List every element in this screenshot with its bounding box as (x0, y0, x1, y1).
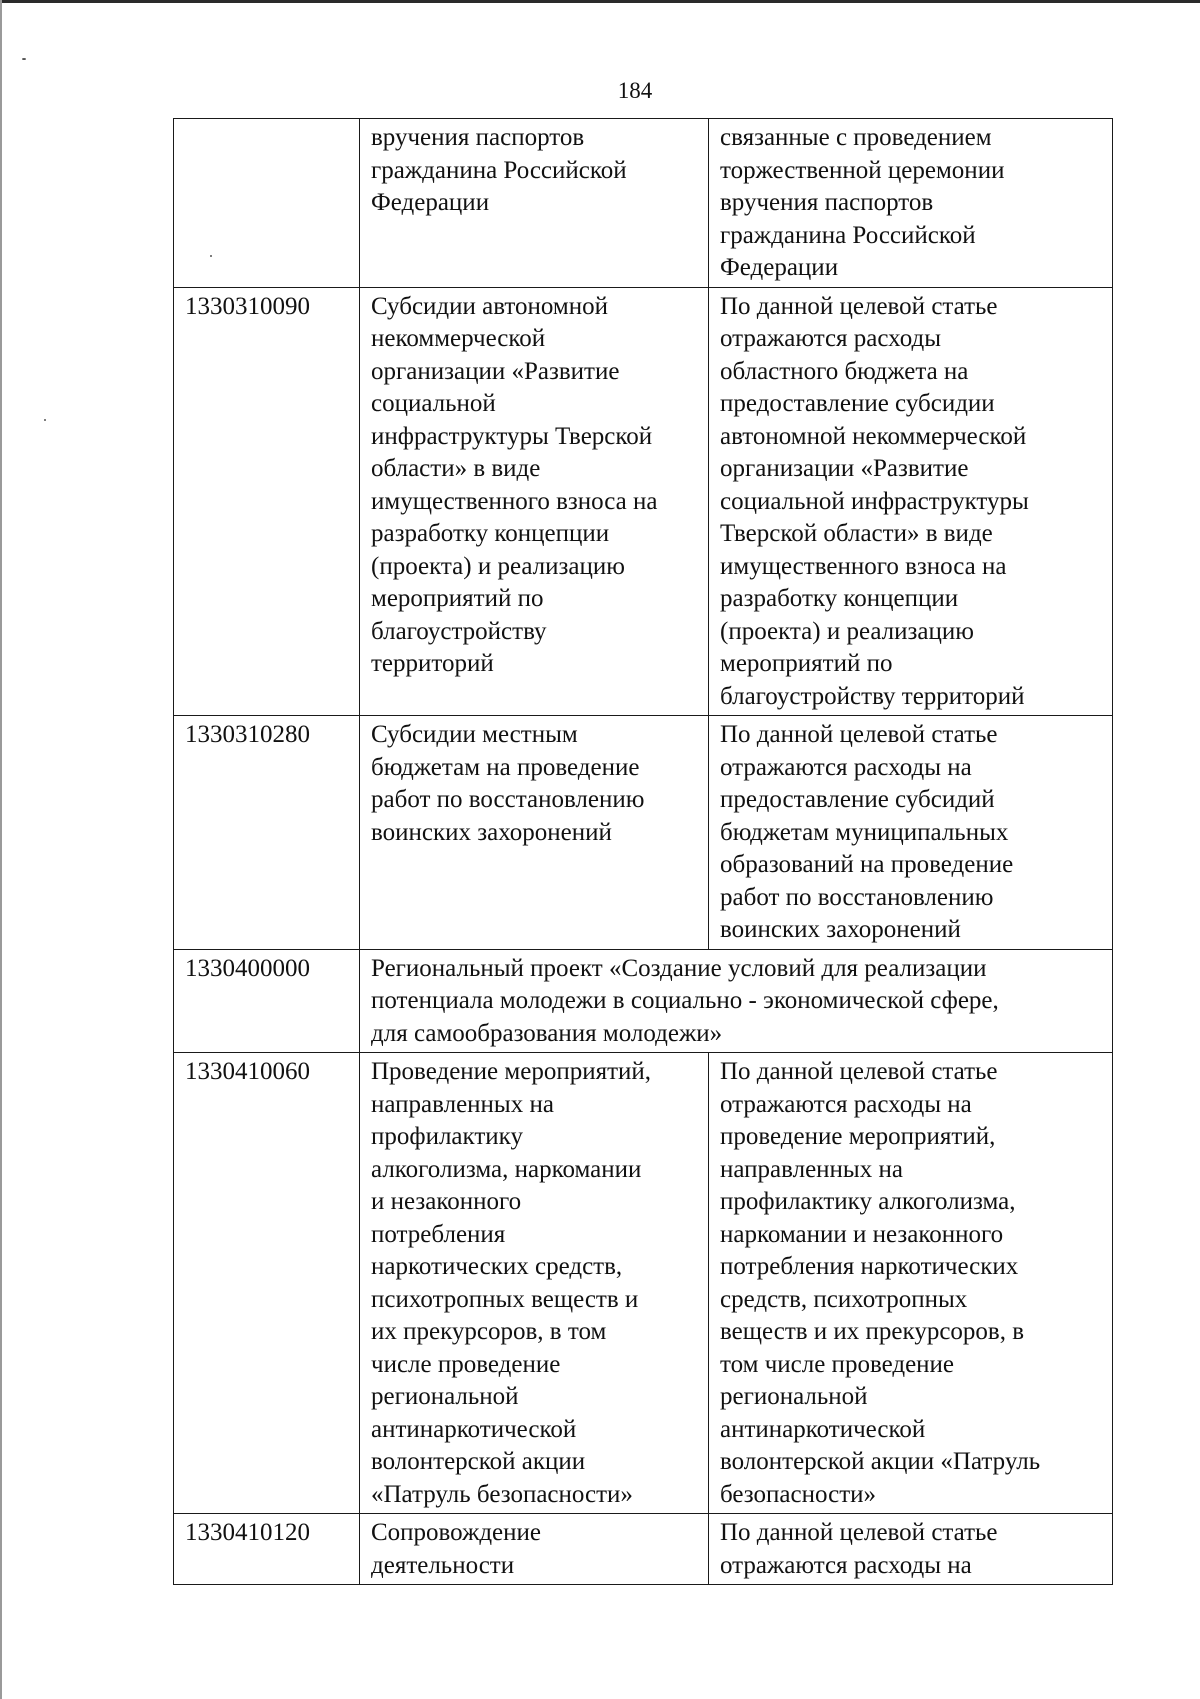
text-line: отражаются расходы на (720, 1090, 972, 1118)
text-line: воинских захоронений (371, 818, 612, 846)
table-row (174, 949, 1113, 1053)
scan-speck (22, 58, 26, 60)
text-line: региональной (720, 1383, 868, 1410)
table-row (174, 1514, 1113, 1585)
table-row (174, 716, 1113, 950)
text-line: антинаркотической (371, 1415, 577, 1443)
text-line: направленных на (720, 1155, 903, 1183)
code-cell: 1330410060 (174, 1053, 360, 1514)
description-cell (709, 119, 1113, 288)
text-line: мероприятий по (371, 585, 544, 612)
scan-top-border (0, 0, 1200, 3)
text-line: предоставление субсидий (720, 786, 995, 813)
budget-classification-table (173, 118, 1113, 1585)
text-line: образований на проведение (720, 851, 1014, 878)
scan-left-border (0, 0, 2, 1699)
text-line: имущественного взноса на (371, 487, 658, 515)
text-line: том числе проведение (720, 1350, 955, 1378)
name-cell (360, 1053, 709, 1514)
scan-speck (210, 255, 212, 257)
text-line: вручения паспортов (720, 189, 934, 216)
text-line: бюджетам муниципальных (720, 818, 1009, 846)
page-number: 184 (617, 78, 653, 103)
code-cell (174, 119, 360, 288)
table-body (174, 119, 1113, 1585)
text-line: некоммерческой (371, 325, 546, 352)
text-line: областного бюджета на (720, 357, 969, 385)
text-line: Субсидии местным (371, 721, 578, 748)
description-cell (709, 716, 1113, 950)
text-line: отражаются расходы (720, 325, 941, 352)
text-line: отражаются расходы на (720, 753, 972, 781)
name-cell (360, 716, 709, 950)
text-line: разработку концепции (371, 520, 610, 547)
text-line: бюджетам на проведение (371, 753, 640, 781)
text-line: для самообразования молодежи» (371, 1019, 723, 1047)
scan-speck (44, 419, 46, 421)
text-line: социальной (371, 390, 496, 417)
text-line: наркотических средств, (371, 1253, 623, 1280)
text-line: алкоголизма, наркомании (371, 1155, 642, 1183)
text-line: (проекта) и реализацию (720, 617, 974, 645)
text-line: мероприятий по (720, 650, 893, 677)
text-line: Федерации (720, 254, 839, 281)
text-line: социальной инфраструктуры (720, 487, 1029, 515)
name-cell (360, 1514, 709, 1585)
text-line: автономной некоммерческой (720, 422, 1027, 450)
text-line: инфраструктуры Тверской (371, 422, 653, 450)
code-cell: 1330310090 (174, 287, 360, 716)
text-line: направленных на (371, 1090, 554, 1118)
text-line: По данной целевой статье (720, 721, 998, 748)
text-line: волонтерской акции (371, 1448, 586, 1475)
text-line: По данной целевой статье (720, 1058, 998, 1085)
code-cell: 1330410120 (174, 1514, 360, 1585)
table-row (174, 119, 1113, 288)
text-line: потребления (371, 1220, 506, 1248)
text-line: отражаются расходы на (720, 1551, 972, 1579)
description-cell (709, 1053, 1113, 1514)
text-line: профилактику (371, 1123, 523, 1150)
text-line: организации «Развитие (371, 357, 620, 385)
text-line: и незаконного (371, 1188, 522, 1215)
text-line: гражданина Российской (720, 221, 976, 249)
text-line: проведение мероприятий, (720, 1123, 996, 1150)
text-line: воинских захоронений (720, 916, 961, 943)
table-row (174, 1053, 1113, 1514)
text-line: потенциала молодежи в социально - экономической сфере, (371, 987, 999, 1014)
text-line: психотропных веществ и (371, 1285, 639, 1313)
code-cell: 1330400000 (174, 949, 360, 1053)
text-line: Проведение мероприятий, (371, 1058, 652, 1085)
description-cell (709, 287, 1113, 716)
text-line: По данной целевой статье (720, 292, 998, 320)
text-line: региональной (371, 1383, 519, 1410)
text-line: гражданина Российской (371, 156, 627, 184)
name-cell (360, 119, 709, 288)
text-line: разработку концепции (720, 585, 959, 612)
text-line: Тверской области» в виде (720, 520, 993, 547)
text-line: вручения паспортов (371, 124, 585, 151)
text-line: территорий (371, 650, 494, 677)
text-line: имущественного взноса на (720, 552, 1007, 580)
text-line: торжественной церемонии (720, 156, 1005, 184)
text-line: работ по восстановлению (720, 883, 994, 911)
text-line: благоустройству территорий (720, 682, 1025, 710)
text-line: веществ и их прекурсоров, в (720, 1318, 1025, 1345)
text-line: Сопровождение (371, 1519, 542, 1546)
text-line: Региональный проект «Создание условий для реализации (371, 954, 987, 982)
text-line: работ по восстановлению (371, 786, 645, 813)
code-cell: 1330310280 (174, 716, 360, 950)
description-cell (709, 1514, 1113, 1585)
text-line: числе проведение (371, 1350, 561, 1378)
text-line: предоставление субсидии (720, 390, 995, 417)
text-line: их прекурсоров, в том (371, 1318, 607, 1345)
text-line: области» в виде (371, 455, 541, 482)
text-line: «Патруль безопасности» (371, 1480, 633, 1508)
merged-title-cell (360, 949, 1113, 1053)
text-line: По данной целевой статье (720, 1519, 998, 1546)
text-line: наркомании и незаконного (720, 1220, 1004, 1248)
text-line: волонтерской акции «Патруль (720, 1448, 1041, 1475)
text-line: благоустройству (371, 617, 547, 645)
name-cell (360, 287, 709, 716)
text-line: потребления наркотических (720, 1253, 1019, 1280)
text-line: Федерации (371, 189, 490, 216)
text-line: средств, психотропных (720, 1285, 968, 1313)
text-line: организации «Развитие (720, 455, 969, 482)
text-line: профилактику алкоголизма, (720, 1188, 1016, 1215)
text-line: (проекта) и реализацию (371, 552, 625, 580)
text-line: деятельности (371, 1551, 515, 1579)
table-row (174, 287, 1113, 716)
text-line: связанные с проведением (720, 124, 992, 151)
text-line: безопасности» (720, 1480, 876, 1508)
text-line: антинаркотической (720, 1415, 926, 1443)
text-line: Субсидии автономной (371, 292, 608, 320)
